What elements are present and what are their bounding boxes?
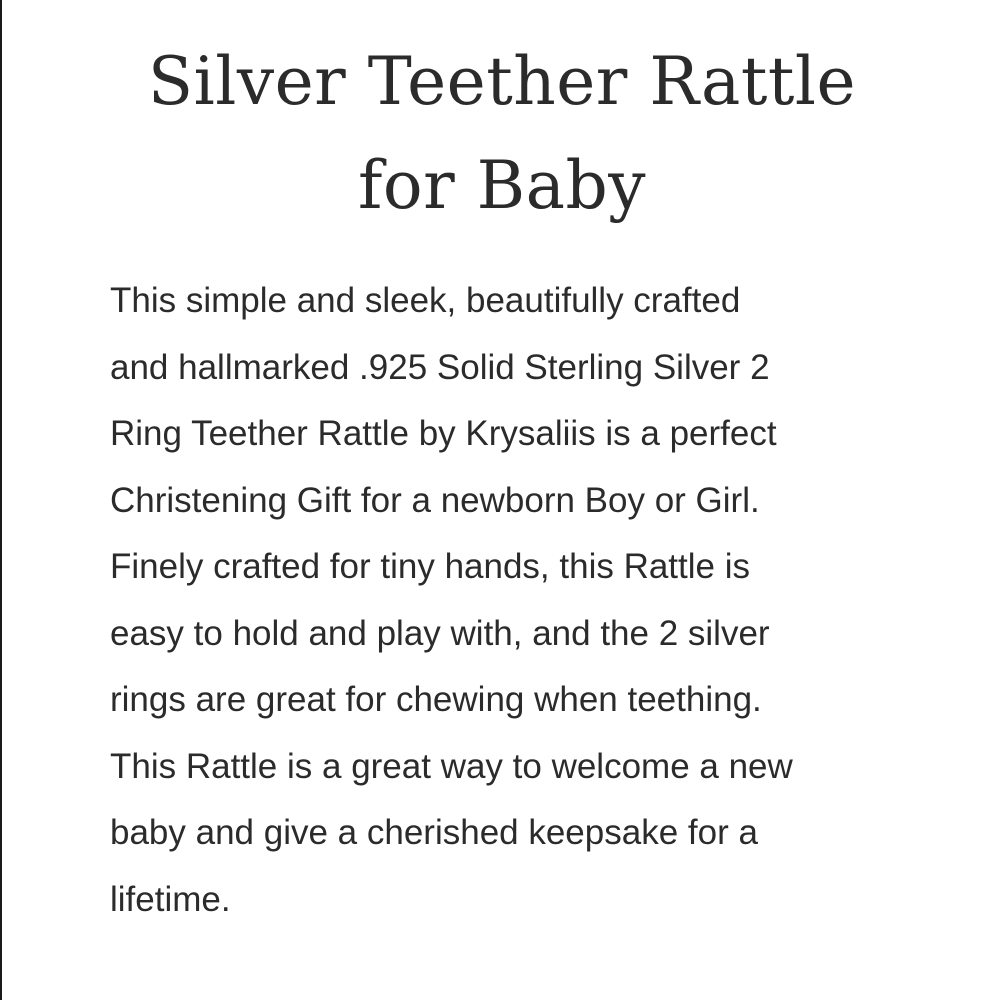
description-line: rings are great for chewing when teething. <box>110 680 762 719</box>
description-line: Finely crafted for tiny hands, this Rattle is <box>110 547 750 586</box>
description-line: baby and give a cherished keepsake for a <box>110 813 758 852</box>
description-line: lifetime. <box>110 879 231 919</box>
product-title-line: for Baby <box>357 147 647 224</box>
product-description <box>110 268 930 933</box>
description-line: This Rattle is a great way to welcome a new <box>110 746 793 786</box>
description-line: easy to hold and play with, and the 2 silver <box>110 613 770 653</box>
product-title <box>62 30 942 238</box>
description-line: Ring Teether Rattle by Krysaliis is a perfect <box>110 414 777 453</box>
description-line: Christening Gift for a newborn Boy or Girl. <box>110 480 760 520</box>
product-title-line: Silver Teether Rattle <box>147 43 857 120</box>
description-line: and hallmarked .925 Solid Sterling Silver 2 <box>110 347 770 387</box>
description-line: This simple and sleek, beautifully crafted <box>110 281 741 320</box>
